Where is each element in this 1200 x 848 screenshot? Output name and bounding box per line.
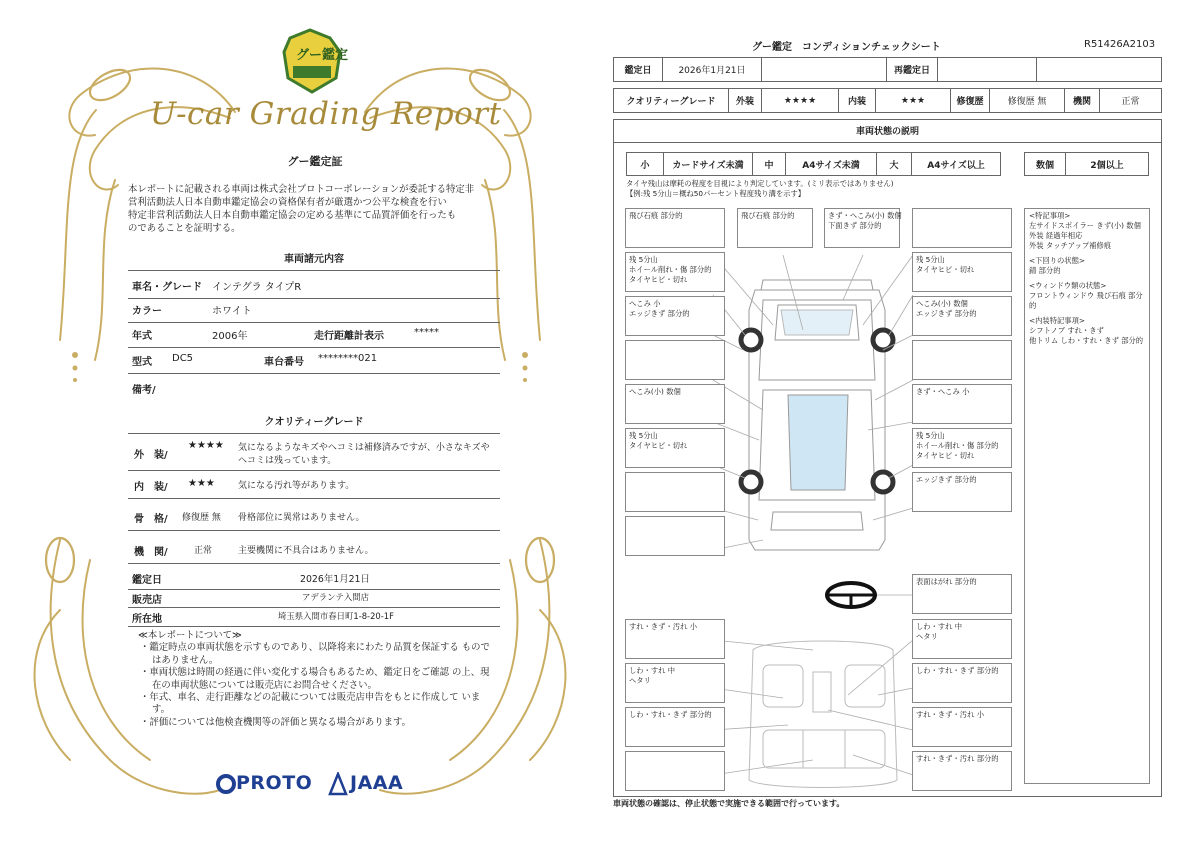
spec-heading: 車両諸元内容 [128, 250, 500, 271]
comment-box-il2: しわ・すれ 中 ヘタリ [625, 663, 725, 703]
date-blank-cell [761, 57, 887, 82]
report-notes: ≪本レポートについて≫ ・鑑定時点の車両状態を示すものであり、以降将来にわたり品質を保証する ものではありません。 ・車両状態は時間の経過に伴い変化する場合もあるため、鑑定日をご確認 の上、現在の車両状態については販売店にお問合せください。 ・年式、車名、走行距離などの記載については販売店申告をもとに作成して います。 ・評価については他検査機関等の評価と異なる場合があります。 [138, 630, 490, 728]
comment-box-l2: 残 5分山 ホイール削れ・傷 部分的 タイヤヒビ・切れ [625, 252, 725, 292]
spec-row-model: 車名・グレード インテグラ タイプR [128, 278, 500, 299]
date-value-cell: 2026年1月21日 [662, 57, 762, 82]
count-cell: 数個 [1024, 152, 1066, 176]
goo-logo-text: グー鑑定 [296, 48, 349, 63]
comment-box-l7 [625, 472, 725, 512]
ext-label-cell: 外装 [728, 88, 762, 113]
size-small-desc-cell: カードサイズ未満 [663, 152, 753, 176]
size-small-cell: 小 [626, 152, 664, 176]
info-row-date: 鑑定日 2026年1月21日 [128, 571, 500, 590]
comment-box-il4 [625, 751, 725, 791]
comment-box-l5: へこみ(小) 数個 [625, 384, 725, 424]
spec-row-type: 型式 DC5 車台番号 ********021 [128, 353, 500, 374]
redate-blank-cell [1036, 57, 1162, 82]
spec-row-color: カラー ホワイト [128, 302, 500, 323]
size-large-cell: 大 [876, 152, 912, 176]
comment-box-r2: へこみ(小) 数個 エッジきず 部分的 [912, 296, 1012, 336]
comment-box-r3 [912, 340, 1012, 380]
ext-stars-cell: ★★★★ [761, 88, 839, 113]
comment-box-ir1: しわ・すれ 中 ヘタリ [912, 619, 1012, 659]
grade-row-engine: 機 関/ 正常 主要機関に不具合はありません。 [128, 541, 500, 564]
quality-heading: クオリティーグレード [128, 413, 500, 434]
jaaa-logo: JAAA [350, 772, 404, 794]
date-label-cell: 鑑定日 [613, 57, 663, 82]
size-mid-desc-cell: A4サイズ未満 [785, 152, 877, 176]
grade-row-exterior: 外 装/ ★★★★ 気になるようなキズやヘコミは補修済みですが、小さなキズや ヘコミは残っています。 [128, 438, 500, 471]
repair-label-cell: 修復歴 [950, 88, 990, 113]
engine-label-cell: 機関 [1064, 88, 1100, 113]
comment-box-steering: 表面はがれ 部分的 [912, 574, 1012, 614]
comment-box-r5: 残 5分山 ホイール削れ・傷 部分的 タイヤヒビ・切れ [912, 428, 1012, 468]
tire-note-2: 【例:残 5分山＝概ね50パーセント程度残り溝を示す】 [626, 189, 806, 198]
comment-box-l1: 飛び石痕 部分的 [625, 208, 725, 248]
grade-row-frame: 骨 格/ 修復歴 無 骨格部位に異常はありません。 [128, 508, 500, 531]
comment-box-l4 [625, 340, 725, 380]
comment-box-r1: 残 5分山 タイヤヒビ・切れ [912, 252, 1012, 292]
comment-box-t1: 飛び石痕 部分的 [737, 208, 813, 248]
engine-value-cell: 正常 [1099, 88, 1162, 113]
comment-box-ir3: すれ・きず・汚れ 小 [912, 707, 1012, 747]
grade-row-interior: 内 装/ ★★★ 気になる汚れ等があります。 [128, 476, 500, 499]
footer-note: 車両状態の確認は、停止状態で実施できる範囲で行っています。 [613, 799, 845, 808]
spec-row-remarks: 備考/ [132, 385, 156, 396]
info-row-dealer: 販売店 アデランテ入間店 [128, 591, 500, 608]
report-title: U-car Grading Report [150, 96, 502, 132]
special-notes-box: <特記事項> 左サイドスポイラー きず(小) 数個 外装 経過年相応 外装 タッチアップ補修痕 <下回りの状態> 錆 部分的 <ウィンドウ類の状態> フロントウィンドウ 飛び石痕 部分的 <内装特記事項> シフトノブ すれ・きず 他トリム しわ・すれ・きず 部分的 [1024, 208, 1150, 784]
comment-box-ir2: しわ・すれ・きず 部分的 [912, 663, 1012, 703]
proto-logo: PROTO [236, 772, 313, 794]
comment-box-il1: すれ・きず・汚れ 小 [625, 619, 725, 659]
description-heading: 車両状態の説明 [613, 119, 1162, 143]
comment-box-ir4: すれ・きず・汚れ 部分的 [912, 751, 1012, 791]
comment-box-l6: 残 5分山 タイヤヒビ・切れ [625, 428, 725, 468]
comment-box-r4: きず・へこみ 小 [912, 384, 1012, 424]
size-large-desc-cell: A4サイズ以上 [911, 152, 1001, 176]
proto-logo-icon [216, 773, 236, 795]
int-stars-cell: ★★★ [875, 88, 951, 113]
cert-title: グー鑑定証 [287, 155, 343, 168]
repair-value-cell: 修復歴 無 [989, 88, 1065, 113]
comment-box-il3: しわ・すれ・きず 部分的 [625, 707, 725, 747]
info-row-address: 所在地 埼玉県入間市春日町1-8-20-1F [128, 610, 500, 627]
comment-box-l3: へこみ 小 エッジきず 部分的 [625, 296, 725, 336]
comment-box-t2: きず・へこみ(小) 数個 下面きず 部分的 [824, 208, 900, 248]
comment-box-t3 [912, 208, 1012, 248]
comment-box-l8 [625, 516, 725, 556]
tire-note-1: タイヤ残山は摩耗の程度を目視により判定しています。(ミリ表示ではありません) [626, 179, 894, 188]
int-label-cell: 内装 [838, 88, 876, 113]
count-desc-cell: 2個以上 [1065, 152, 1149, 176]
cert-text: 本レポートに記載される車両は株式会社プロトコーポレーションが委託する特定非 営利活動法人日本自動車鑑定協会の資格保有者が厳選かつ公平な検査を行い 特定非営利活動法人日本自動車鑑定協会の定める基準にて品質評価を行ったも のであることを証明する。 [128, 184, 475, 234]
comment-box-r6: エッジきず 部分的 [912, 472, 1012, 512]
qg-label-cell: クオリティーグレード [613, 88, 729, 113]
size-mid-cell: 中 [752, 152, 786, 176]
spec-row-year: 年式 2006年 走行距離計表示 ***** [128, 327, 500, 348]
redate-value-cell [937, 57, 1037, 82]
jaaa-logo-icon [328, 772, 348, 796]
sheet-id: R51426A2103 [1084, 39, 1156, 50]
redate-label-cell: 再鑑定日 [886, 57, 938, 82]
sheet-title: グー鑑定 コンディションチェックシート [752, 42, 941, 53]
